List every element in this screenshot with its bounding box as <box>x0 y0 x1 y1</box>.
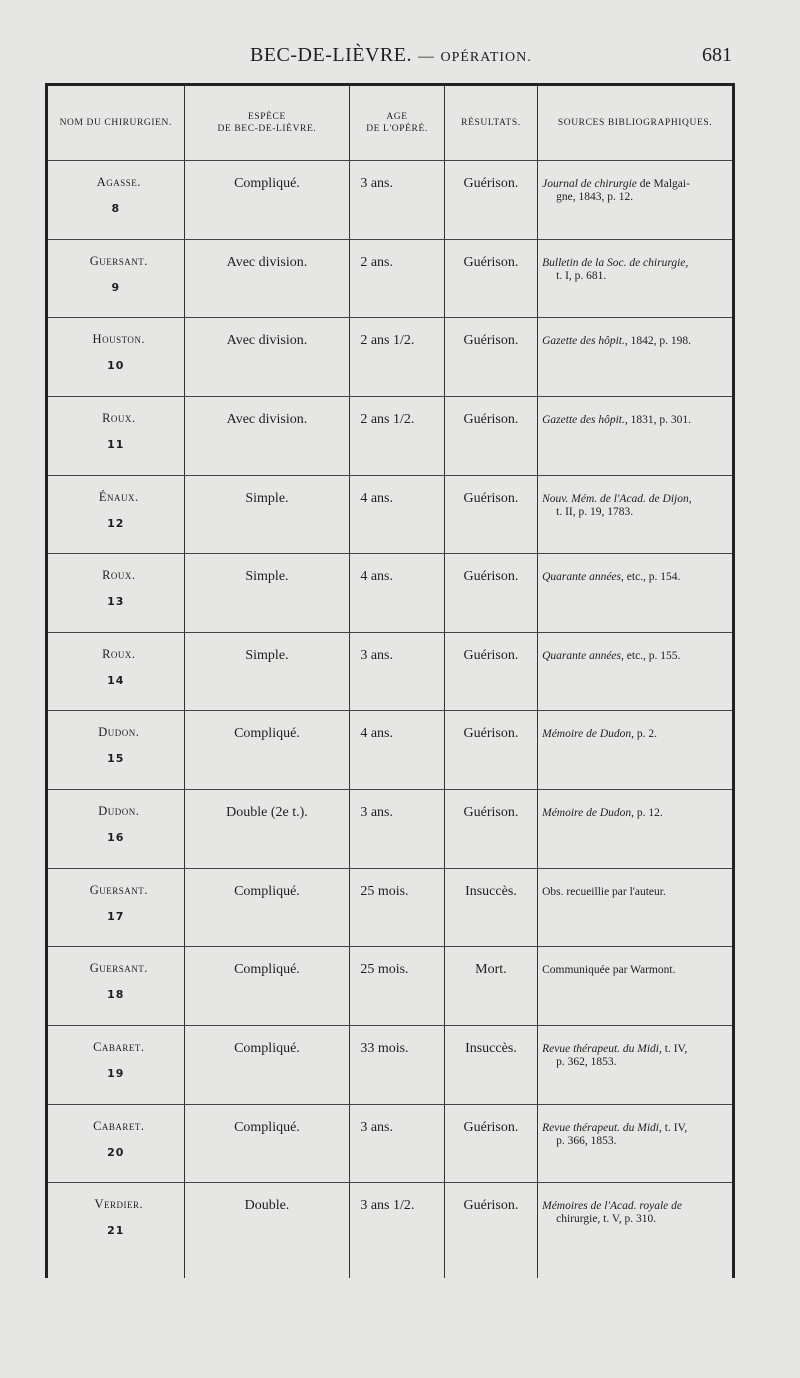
table-row <box>47 947 734 1026</box>
case-number: 20 <box>107 1145 125 1159</box>
surgeon-cell <box>47 318 185 397</box>
column-header-age: AGE DE L'OPÉRÉ. <box>350 85 444 161</box>
source-reference: , etc., p. 154. <box>621 571 681 584</box>
source-reference: , 1842, p. 198. <box>624 335 691 348</box>
surgeon-cell <box>47 1026 185 1105</box>
bibliographic-source-cell <box>538 711 734 790</box>
column-header-type: ESPÈCE DE BEC-DE-LIÈVRE. <box>184 85 350 161</box>
bibliographic-source-cell <box>538 632 734 711</box>
surgeon-name: Cabaret. <box>93 1118 145 1133</box>
cleft-type-cell: Compliqué. <box>184 868 350 947</box>
source-title: Mémoire de Dudon <box>542 728 632 741</box>
running-title-main: BEC-DE-LIÈVRE. <box>250 44 412 66</box>
table-row <box>47 1026 734 1105</box>
source-title: Gazette des hôpit. <box>542 413 625 426</box>
surgeon-cell <box>47 1183 185 1278</box>
surgeon-cell <box>47 632 185 711</box>
surgeon-cell <box>47 554 185 633</box>
case-number: 19 <box>107 1067 125 1081</box>
source-title: Gazette des hôpit. <box>542 335 625 348</box>
table-header-row <box>47 85 734 161</box>
table-row <box>47 396 734 475</box>
case-number: 13 <box>107 595 125 609</box>
bibliographic-source-cell <box>538 947 734 1026</box>
result-cell: Guérison. <box>444 1104 537 1183</box>
bibliographic-source-cell <box>538 1026 734 1105</box>
source-title: Quarante années <box>542 649 622 662</box>
source-continuation: chirurgie, t. V, p. 310. <box>556 1213 657 1226</box>
source-reference: , etc., p. 155. <box>621 649 681 662</box>
patient-age-cell: 25 mois. <box>350 868 444 947</box>
source-continuation: t. I, p. 681. <box>556 269 607 282</box>
source-continuation: p. 366, 1853. <box>556 1134 617 1147</box>
surgeon-name: Roux. <box>102 646 136 661</box>
bibliographic-source-cell <box>538 475 734 554</box>
source-continuation: t. II, p. 19, 1783. <box>556 505 634 518</box>
column-header-surgeon: NOM DU CHIRURGIEN. <box>47 85 185 161</box>
result-cell: Guérison. <box>444 239 537 318</box>
patient-age-cell: 4 ans. <box>350 554 444 633</box>
table-body <box>47 161 734 1279</box>
result-cell: Guérison. <box>444 790 537 869</box>
patient-age-cell: 4 ans. <box>350 475 444 554</box>
running-title-dash: — <box>417 48 435 65</box>
patient-age-cell: 2 ans 1/2. <box>350 396 444 475</box>
surgeon-name: Guersant. <box>89 882 148 897</box>
surgeon-name: Dudon. <box>98 725 140 740</box>
table-row <box>47 868 734 947</box>
result-cell: Guérison. <box>444 396 537 475</box>
result-cell: Guérison. <box>444 554 537 633</box>
cleft-type-cell: Compliqué. <box>184 947 350 1026</box>
cleft-type-cell: Compliqué. <box>184 1104 350 1183</box>
page-header <box>0 40 800 76</box>
surgeon-cell <box>47 239 185 318</box>
surgeon-name: Roux. <box>102 410 136 425</box>
surgeon-name: Verdier. <box>94 1197 144 1212</box>
source-reference: , p. 12. <box>631 807 663 820</box>
result-cell: Guérison. <box>444 161 537 240</box>
surgeon-cell <box>47 868 185 947</box>
cleft-type-cell: Simple. <box>184 475 350 554</box>
surgeon-name: Roux. <box>102 568 136 583</box>
source-title: Quarante années <box>542 571 622 584</box>
patient-age-cell: 2 ans 1/2. <box>350 318 444 397</box>
bibliographic-source-cell <box>538 1183 734 1278</box>
source-title: Bulletin de la Soc. de chirurgie, <box>542 256 689 269</box>
source-title: Mémoires de l'Acad. royale de <box>542 1200 683 1213</box>
surgeon-cell <box>47 161 185 240</box>
table-row <box>47 475 734 554</box>
column-header-results: RÉSULTATS. <box>444 85 537 161</box>
source-title: Nouv. Mém. de l'Acad. de Dijon, <box>542 492 692 505</box>
table-row <box>47 554 734 633</box>
case-number: 16 <box>107 831 125 845</box>
running-title-subtitle: OPÉRATION. <box>440 50 532 65</box>
surgeon-name: Guersant. <box>89 253 148 268</box>
case-number: 15 <box>107 752 125 766</box>
bibliographic-source-cell <box>538 239 734 318</box>
source-reference: de Malgai- <box>636 178 690 190</box>
cleft-type-cell: Avec division. <box>184 396 350 475</box>
cleft-type-cell: Double. <box>184 1183 350 1278</box>
surgeon-name: Houston. <box>92 332 146 347</box>
surgery-records-table <box>45 83 735 1278</box>
patient-age-cell: 2 ans. <box>350 239 444 318</box>
case-number: 17 <box>107 909 125 923</box>
cleft-type-cell: Simple. <box>184 554 350 633</box>
surgeon-cell <box>47 396 185 475</box>
cleft-type-cell: Avec division. <box>184 239 350 318</box>
source-reference: Communiquée par Warmont. <box>542 964 676 977</box>
surgeon-cell <box>47 1104 185 1183</box>
case-number: 10 <box>107 359 125 373</box>
case-number: 12 <box>107 516 125 530</box>
patient-age-cell: 3 ans. <box>350 1104 444 1183</box>
source-title: Mémoire de Dudon <box>542 807 632 820</box>
table-row <box>47 239 734 318</box>
result-cell: Insuccès. <box>444 868 537 947</box>
running-title <box>250 44 532 67</box>
result-cell: Guérison. <box>444 318 537 397</box>
cleft-type-cell: Simple. <box>184 632 350 711</box>
bibliographic-source-cell <box>538 554 734 633</box>
patient-age-cell: 25 mois. <box>350 947 444 1026</box>
case-number: 21 <box>107 1224 125 1238</box>
result-cell: Guérison. <box>444 1183 537 1278</box>
surgeon-name: Dudon. <box>98 804 140 819</box>
patient-age-cell: 3 ans. <box>350 632 444 711</box>
source-reference: Obs. recueillie par l'auteur. <box>542 885 666 898</box>
table-row <box>47 1104 734 1183</box>
source-reference: , p. 2. <box>631 728 657 741</box>
table-row <box>47 1183 734 1278</box>
table-row <box>47 790 734 869</box>
patient-age-cell: 3 ans 1/2. <box>350 1183 444 1278</box>
source-continuation: p. 362, 1853. <box>556 1056 617 1069</box>
patient-age-cell: 33 mois. <box>350 1026 444 1105</box>
result-cell: Insuccès. <box>444 1026 537 1105</box>
patient-age-cell: 3 ans. <box>350 790 444 869</box>
source-continuation: gne, 1843, p. 12. <box>556 191 634 203</box>
table-row <box>47 711 734 790</box>
bibliographic-source-cell <box>538 161 734 240</box>
source-title: Revue thérapeut. du Midi, <box>542 1043 662 1056</box>
cleft-type-cell: Compliqué. <box>184 711 350 790</box>
result-cell: Guérison. <box>444 711 537 790</box>
cleft-type-cell: Double (2e t.). <box>184 790 350 869</box>
cleft-type-cell: Compliqué. <box>184 1026 350 1105</box>
surgeon-cell <box>47 790 185 869</box>
surgeon-name: Agasse. <box>96 175 141 189</box>
table-row <box>47 318 734 397</box>
page-number: 681 <box>702 44 732 66</box>
source-reference: t. IV, <box>661 1121 688 1134</box>
surgeon-name: Cabaret. <box>93 1040 145 1055</box>
case-number: 14 <box>107 673 125 687</box>
patient-age-cell: 4 ans. <box>350 711 444 790</box>
bibliographic-source-cell <box>538 790 734 869</box>
bibliographic-source-cell <box>538 318 734 397</box>
cleft-type-cell: Avec division. <box>184 318 350 397</box>
surgeon-name: Énaux. <box>98 489 139 504</box>
source-title: Journal de chirurgie <box>542 178 637 190</box>
source-reference: t. IV, <box>661 1043 688 1056</box>
result-cell: Guérison. <box>444 475 537 554</box>
table-row <box>47 161 734 240</box>
source-title: Revue thérapeut. du Midi, <box>542 1121 662 1134</box>
case-number: 8 <box>111 202 121 215</box>
result-cell: Guérison. <box>444 632 537 711</box>
surgeon-cell <box>47 475 185 554</box>
source-reference: , 1831, p. 301. <box>624 413 691 426</box>
surgeon-cell <box>47 947 185 1026</box>
table-row <box>47 632 734 711</box>
bibliographic-source-cell <box>538 868 734 947</box>
result-cell: Mort. <box>444 947 537 1026</box>
cleft-type-cell: Compliqué. <box>184 161 350 240</box>
bibliographic-source-cell <box>538 1104 734 1183</box>
surgeon-cell <box>47 711 185 790</box>
case-number: 18 <box>107 988 125 1002</box>
bibliographic-source-cell <box>538 396 734 475</box>
patient-age-cell: 3 ans. <box>350 161 444 240</box>
case-number: 9 <box>111 280 121 294</box>
case-number: 11 <box>107 437 125 451</box>
column-header-sources: SOURCES BIBLIOGRAPHIQUES. <box>538 85 734 161</box>
surgeon-name: Guersant. <box>89 961 148 976</box>
